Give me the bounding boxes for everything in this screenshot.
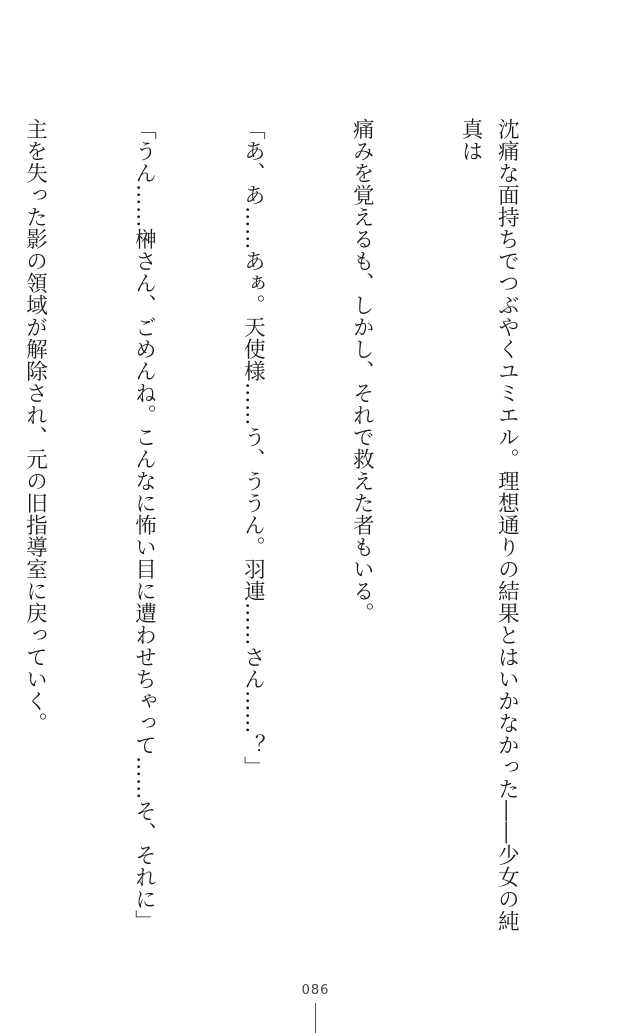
vertical-text-body (0, 118, 597, 948)
text-line: 「あ、あ……あぁ。天使様……う、ううん。羽連……さん……？」 (240, 118, 266, 778)
text-line: 沈痛な面持ちでつぶやくユミエル。理想通りの結果とはいかなかった――少女の純真は (458, 118, 520, 932)
page-number: 086 (301, 983, 330, 998)
text-line: 痛みを覚えるも、しかし、それで救えた者もいる。 (349, 118, 375, 624)
text-line: 「うん……榊さん、ごめんね。こんなに怖い目に遭わせちゃって……そ、それに」 (131, 118, 157, 932)
page-number-rule (315, 1003, 316, 1033)
text-line: 主を失った影の領域が解除され、元の旧指導室に戻っていく。 (22, 118, 48, 734)
